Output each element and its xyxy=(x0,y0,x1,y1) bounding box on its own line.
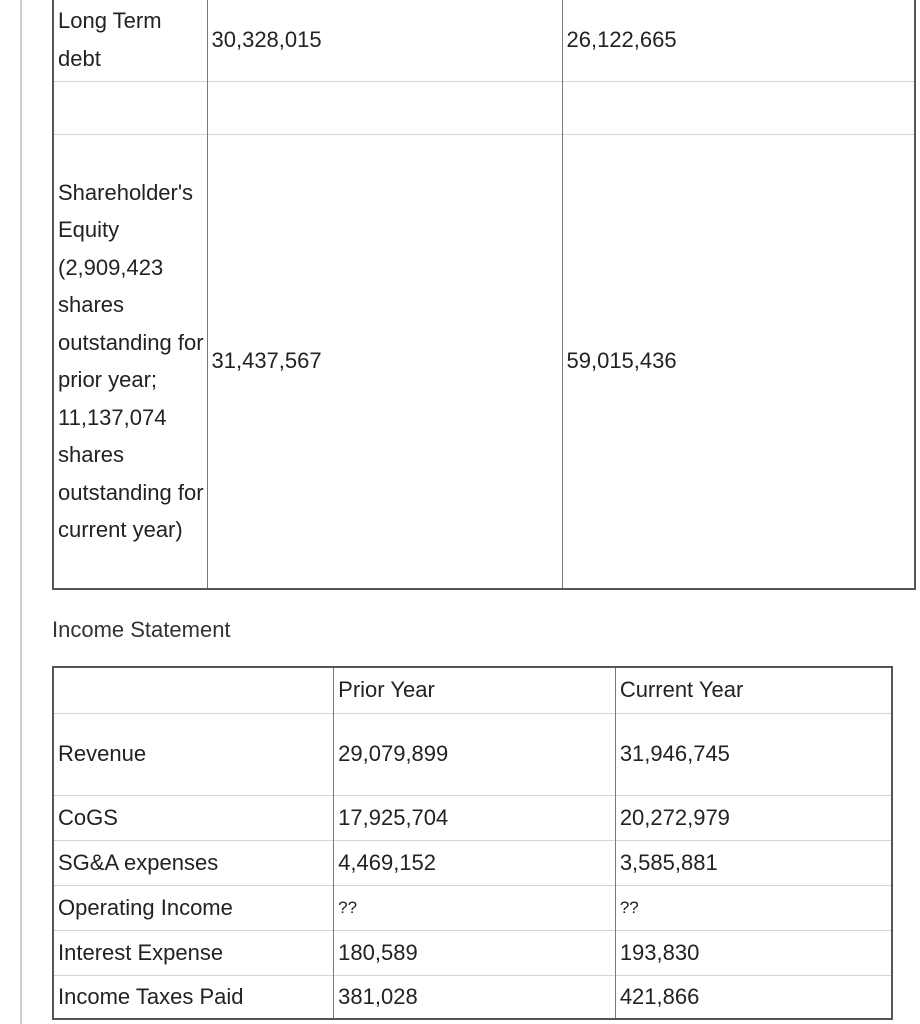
current-year-sga-expenses: 3,585,881 xyxy=(615,840,892,885)
empty-cell xyxy=(53,81,207,134)
row-label-income-taxes-paid: Income Taxes Paid xyxy=(53,975,334,1019)
table-row xyxy=(53,713,892,795)
current-year-revenue: 31,946,745 xyxy=(615,713,892,795)
table-header-row xyxy=(53,667,892,713)
empty-cell xyxy=(207,81,562,134)
prior-year-cogs: 17,925,704 xyxy=(334,795,616,840)
table-row xyxy=(53,840,892,885)
row-label-shareholders-equity: Shareholder's Equity (2,909,423 shares outstanding for prior year; 11,137,074 shares outstanding for current year) xyxy=(53,134,207,589)
row-label-interest-expense: Interest Expense xyxy=(53,930,334,975)
table-row xyxy=(53,81,915,134)
current-year-shareholders-equity: 59,015,436 xyxy=(562,134,915,589)
left-divider xyxy=(20,0,22,1024)
header-label xyxy=(53,667,334,713)
balance-sheet-table xyxy=(52,0,916,590)
prior-year-shareholders-equity: 31,437,567 xyxy=(207,134,562,589)
row-label-cogs: CoGS xyxy=(53,795,334,840)
income-statement-table xyxy=(52,666,893,1020)
header-current-year: Current Year xyxy=(615,667,892,713)
prior-year-revenue: 29,079,899 xyxy=(334,713,616,795)
row-label-operating-income: Operating Income xyxy=(53,885,334,930)
table-row xyxy=(53,134,915,589)
current-year-operating-income: ?? xyxy=(615,885,892,930)
current-year-interest-expense: 193,830 xyxy=(615,930,892,975)
income-statement-title: Income Statement xyxy=(52,617,231,642)
prior-year-operating-income: ?? xyxy=(334,885,616,930)
empty-cell xyxy=(562,81,915,134)
table-row xyxy=(53,930,892,975)
current-year-long-term-debt: 26,122,665 xyxy=(562,0,915,81)
current-year-income-taxes-paid: 421,866 xyxy=(615,975,892,1019)
table-row xyxy=(53,975,892,1019)
table-row xyxy=(53,885,892,930)
header-prior-year: Prior Year xyxy=(334,667,616,713)
row-label-sga-expenses: SG&A expenses xyxy=(53,840,334,885)
row-label-long-term-debt: Long Term debt xyxy=(58,8,162,72)
prior-year-income-taxes-paid: 381,028 xyxy=(334,975,616,1019)
prior-year-long-term-debt: 30,328,015 xyxy=(207,0,562,81)
table-row xyxy=(53,795,892,840)
prior-year-interest-expense: 180,589 xyxy=(334,930,616,975)
table-row xyxy=(53,0,915,81)
row-label-revenue: Revenue xyxy=(53,713,334,795)
current-year-cogs: 20,272,979 xyxy=(615,795,892,840)
prior-year-sga-expenses: 4,469,152 xyxy=(334,840,616,885)
